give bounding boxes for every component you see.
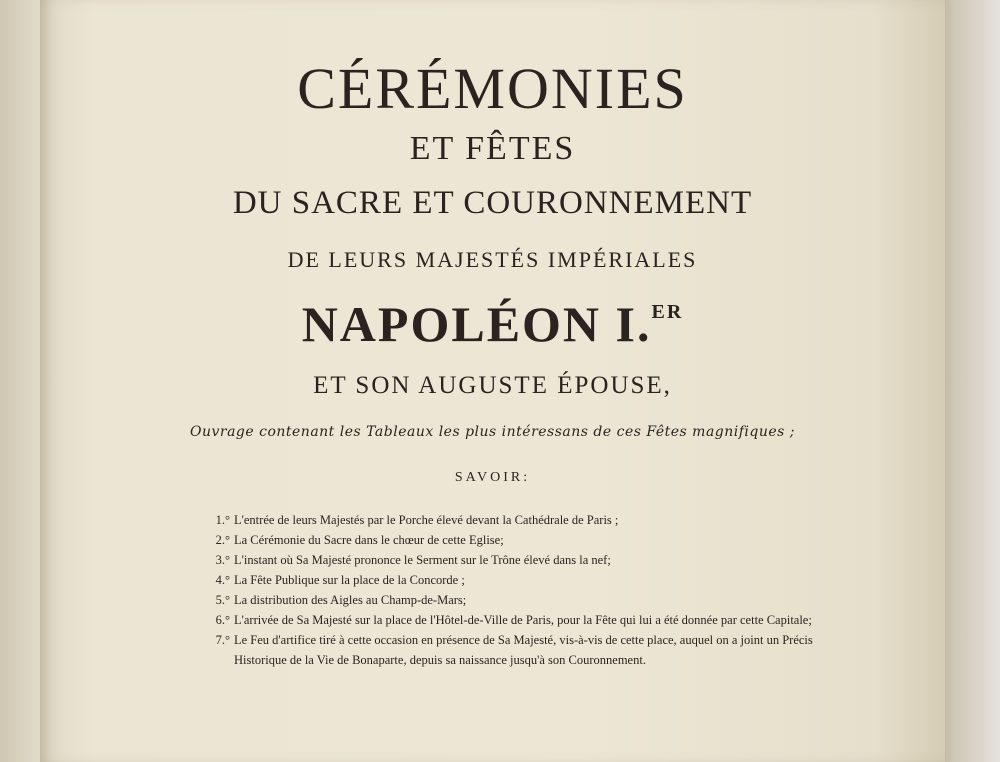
item-text: La distribution des Aigles au Champ-de-Mars; [234, 593, 467, 607]
item-number: 4.° [215, 573, 230, 587]
list-item [195, 550, 835, 570]
item-text: L'entrée de leurs Majestés par le Porche élevé devant la Cathédrale de Paris ; [234, 513, 619, 527]
item-text: L'instant où Sa Majesté prononce le Serment sur le Trône élevé dans la nef; [234, 553, 611, 567]
item-number: 2.° [215, 533, 230, 547]
napoleon-name: NAPOLÉON I. [301, 296, 652, 352]
title-line-sacre: DU SACRE ET COURONNEMENT [232, 185, 753, 221]
item-number: 1.° [215, 513, 230, 527]
title-page [40, 0, 945, 762]
title-line-majestes: DE LEURS MAJESTÉS IMPÉRIALES [287, 247, 698, 272]
napoleon-superscript: ER [651, 301, 684, 323]
list-item [195, 530, 835, 550]
item-number: 6.° [215, 613, 230, 627]
item-number: 3.° [215, 553, 230, 567]
list-item [195, 570, 835, 590]
subtitle: Ouvrage contenant les Tableaux les plus intéressans de ces Fêtes magnifiques ; [189, 424, 796, 440]
title-line-fetes: ET FÊTES [409, 130, 576, 167]
item-number: 5.° [215, 593, 230, 607]
item-text: La Fête Publique sur la place de la Concorde ; [234, 573, 465, 587]
section-heading: SAVOIR: [454, 470, 531, 485]
list-item [195, 590, 835, 610]
title-line-epouse: ET SON AUGUSTE ÉPOUSE, [313, 372, 672, 399]
list-item [195, 510, 835, 530]
title-line-napoleon [40, 295, 945, 353]
list-item [195, 630, 835, 670]
item-text: La Cérémonie du Sacre dans le chœur de cette Eglise; [234, 533, 504, 547]
list-item [195, 610, 835, 630]
item-list [195, 510, 835, 670]
item-number: 7.° [215, 633, 230, 647]
item-text: L'arrivée de Sa Majesté sur la place de l'Hôtel-de-Ville de Paris, pour la Fête qui lui a été donnée par cette Capitale; [234, 613, 812, 627]
item-text: Le Feu d'artifice tiré à cette occasion en présence de Sa Majesté, vis-à-vis de cette place, auquel on a joint un Précis Historique de la Vie de Bonaparte, depuis sa naissance jusqu'à son Couronnement. [234, 633, 813, 667]
title-line-ceremonies: CÉRÉMONIES [297, 56, 688, 121]
